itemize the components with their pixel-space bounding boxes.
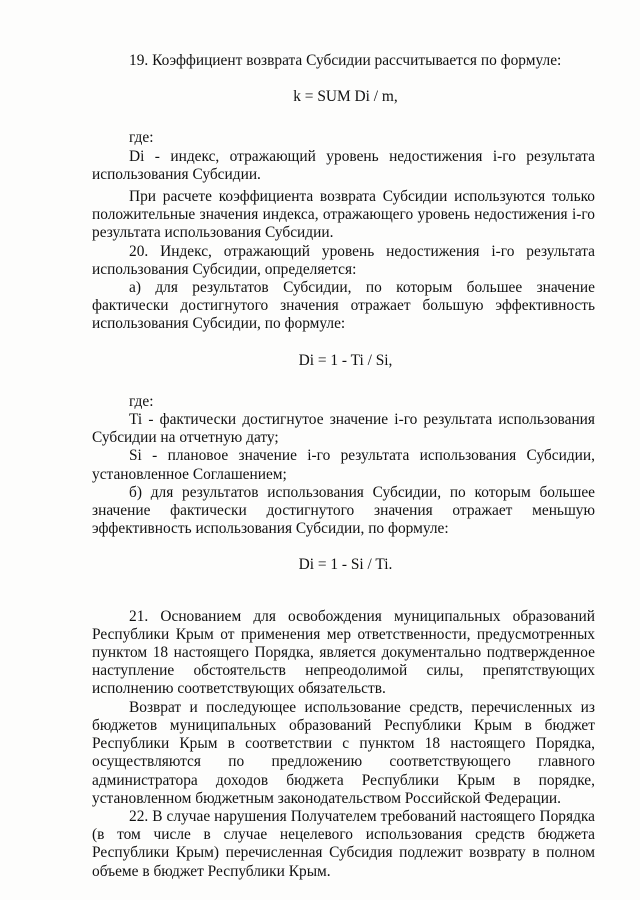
paragraph-20: 20. Индекс, отражающий уровень недостижения i-го результата использования Субсидии, определяется: — [92, 242, 595, 278]
paragraph-22: 22. В случае нарушения Получателем требований настоящего Порядка (в том числе в случае нецелевого использования средств бюджета Республики Крым) перечисленная Субсидия подлежит возврату в полном объеме в бюджет Республики Крым. — [92, 807, 595, 880]
paragraph-19: 19. Коэффициент возврата Субсидии рассчитывается по формуле: — [129, 52, 562, 69]
ti-definition: Ti - фактически достигнутое значение i-го результата использования Субсидии на отчетную дату; — [92, 411, 595, 447]
si-definition: Si - плановое значение i-го результата использования Субсидии, установленное Соглашением; — [92, 447, 595, 483]
case-b-paragraph: б) для результатов использования Субсидии, по которым большее значение фактически достигнутого значения отражает меньшую эффективность использования Субсидии, по формуле: — [92, 483, 595, 538]
document-body — [92, 52, 595, 881]
di-definition: Di - индекс, отражающий уровень недостижения i-го результата использования Субсидии. — [92, 147, 595, 183]
return-paragraph: Возврат и последующее использование средств, перечисленных из бюджетов муниципальных образований Республики Крым в бюджет Республики Крым в соответствии с пунктом 18 настоящего Порядка, осуществляются по предложению соответствующего главного администратора доходов бюджета Республики Крым в порядке, установленном бюджетным законодательством Российской Федерации. — [92, 698, 595, 807]
positive-values-paragraph: При расчете коэффициента возврата Субсидии используются только положительные значения индекса, отражающего уровень недостижения i-го результата использования Субсидии. — [92, 188, 595, 242]
formula-di-b: Di = 1 - Si / Ti. — [298, 556, 393, 574]
where-label: где: — [129, 129, 154, 147]
where-label-2: где: — [129, 392, 154, 410]
formula-di-a: Di = 1 - Ti / Si, — [298, 351, 393, 369]
formula-k: k = SUM Di / m, — [293, 88, 398, 106]
case-a-paragraph: а) для результатов Субсидии, по которым большее значение фактически достигнутого значения отражает большую эффективность использования Субсидии, по формуле: — [92, 279, 595, 333]
paragraph-21: 21. Основанием для освобождения муниципальных образований Республики Крым от применения мер ответственности, предусмотренных пунктом 18 настоящего Порядка, является документально подтвержденное наступление обстоятельств непреодолимой силы, препятствующих исполнению соответствующих обязательств. — [92, 607, 595, 698]
